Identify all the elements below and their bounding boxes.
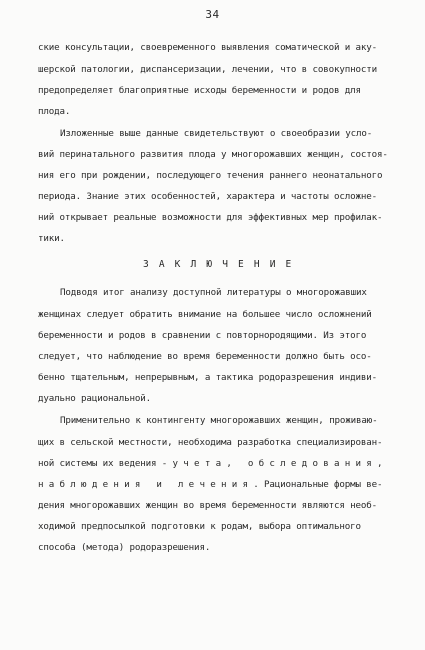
text-line: способа (метода) родоразрешения. <box>38 542 211 553</box>
text-line: щих в сельской местности, необходима разработка специализирован- <box>38 437 383 448</box>
text-line: Подводя итог анализу доступной литературы о многорожавших <box>60 287 367 298</box>
section-heading: З А К Л Ю Ч Е Н И Е <box>143 259 294 270</box>
text-line: дуально рациональной. <box>38 393 152 404</box>
text-line: ходимой предпосылкой подготовки к родам, выбора оптимального <box>38 521 361 532</box>
text-line: ний открывает реальные возможности для эффективных мер профилак- <box>38 212 383 223</box>
page-number: 34 <box>205 8 220 21</box>
text-line: предопределяет благоприятные исходы беременности и родов для <box>38 85 361 96</box>
text-line: ния его при рождении, последующего течения раннего неонатального <box>38 170 383 181</box>
text-line: беременности и родов в сравнении с повторнородящими. Из этого <box>38 330 367 341</box>
text-line: тики. <box>38 233 65 244</box>
text-line: ские консультации, своевременного выявления соматической и аку- <box>38 42 378 53</box>
text-line: периода. Знание этих особенностей, характера и частоты осложне- <box>38 191 378 202</box>
text-line: следует, что наблюдение во время беременности должно быть осо- <box>38 351 372 362</box>
text-line: Применительно к контингенту многорожавших женщин, проживаю- <box>60 415 378 426</box>
text-line: бенно тщательным, непрерывным, а тактика родоразрешения индиви- <box>38 372 378 383</box>
text-line: ной системы их ведения - у ч е т а , о б с л е д о в а н и я , <box>38 458 383 469</box>
text-line: женщинах следует обратить внимание на большее число осложнений <box>38 309 372 320</box>
text-line: плода. <box>38 106 71 117</box>
text-line: н а б л ю д е н и я и л е ч е н и я . Рациональные формы ве- <box>38 479 383 490</box>
text-line: Изложенные выше данные свидетельствуют о своеобразии усло- <box>60 128 373 139</box>
text-line: вий перинатального развития плода у многорожавших женщин, состоя- <box>38 149 388 160</box>
text-line: шерской патологии, диспансеризации, лечении, что в совокупности <box>38 64 378 75</box>
text-line: дения многорожавших женщин во время беременности являются необ- <box>38 500 378 511</box>
